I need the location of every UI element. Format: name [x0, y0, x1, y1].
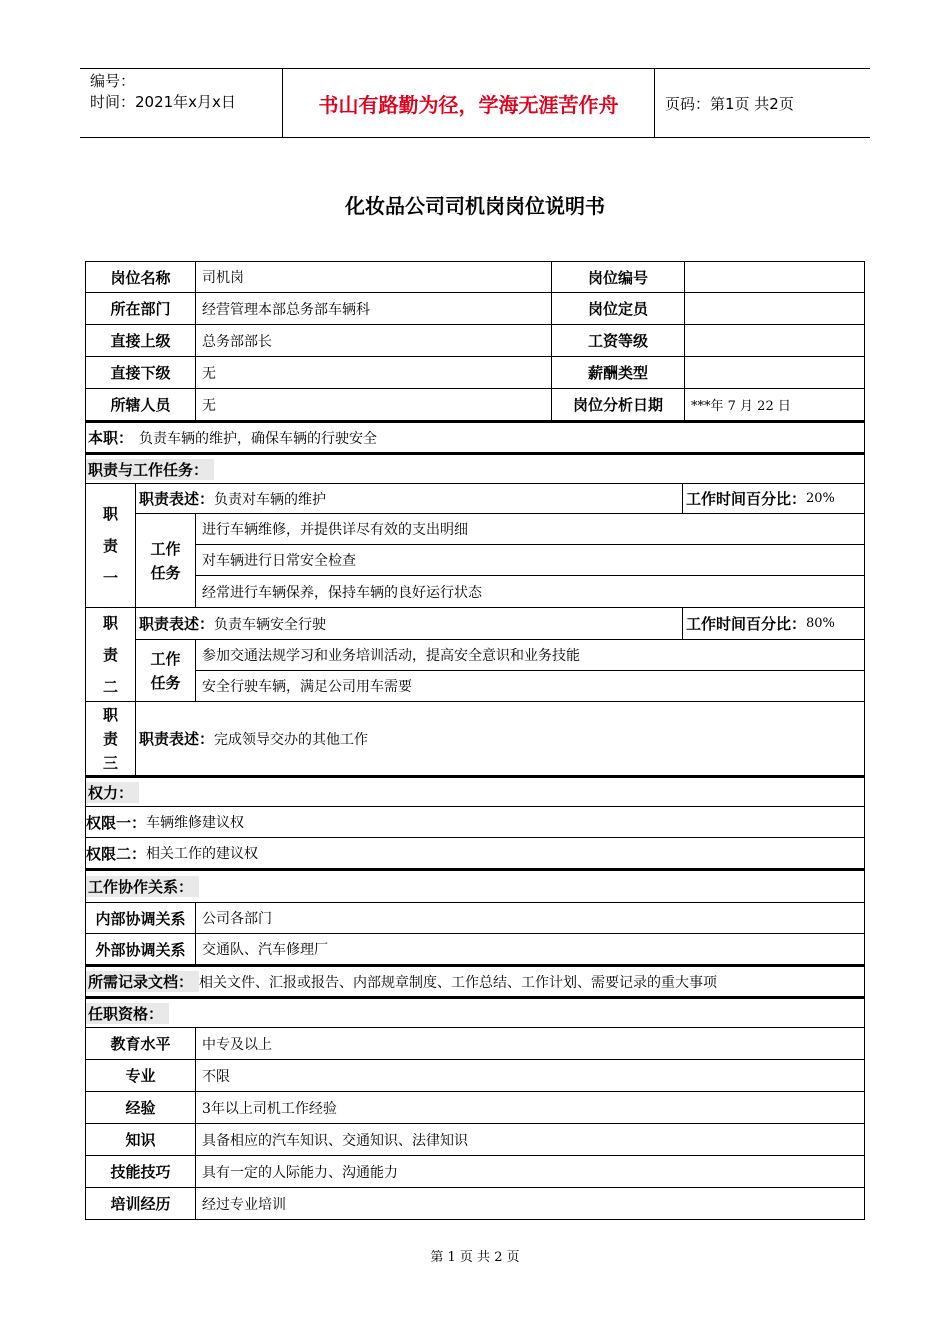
row-staff [85, 389, 865, 421]
authority-header: 权力： [86, 782, 139, 803]
duty-two-pct: 80% [806, 616, 835, 631]
row-authority-header [85, 776, 865, 807]
duty-two-pct-label: 工作时间百分比： [686, 615, 807, 633]
header-meta [80, 69, 283, 137]
authority-1-label: 权限一： [86, 813, 147, 832]
row-authority-1 [85, 807, 865, 838]
duty-one-pct: 20% [806, 491, 835, 506]
training-label: 培训经历 [86, 1188, 196, 1219]
major-value: 不限 [202, 1068, 230, 1085]
duty-one-pct-cell [683, 484, 864, 513]
records-label: 所需记录文档： [86, 971, 199, 992]
duty-one-desc: 负责对车辆的维护 [214, 491, 327, 508]
duty-two-block [85, 608, 865, 702]
job-no-value [685, 262, 864, 292]
number-label: 编号： [90, 72, 136, 90]
row-qualifications-header [85, 997, 865, 1028]
row-duties-header [85, 453, 865, 484]
duty-three-block [85, 702, 865, 776]
grade-value [685, 325, 864, 356]
analysis-date-value: ***年 7 月 22 日 [691, 399, 791, 414]
major-label: 专业 [86, 1060, 196, 1091]
external-relations-value: 交通队、汽车修理厂 [202, 942, 328, 958]
skills-value: 具有一定的人际能力、沟通能力 [202, 1164, 398, 1181]
duty-two-task-1-text: 参加交通法规学习和业务培训活动，提高安全意识和业务技能 [202, 648, 580, 664]
duties-header: 职责与工作任务： [86, 459, 214, 480]
knowledge-value: 具备相应的汽车知识、交通知识、法律知识 [202, 1132, 468, 1149]
internal-relations-label: 内部协调关系 [86, 903, 196, 933]
row-superior [85, 325, 865, 357]
knowledge-label: 知识 [86, 1124, 196, 1155]
duty-two-pct-cell [683, 608, 864, 639]
job-description-form [85, 261, 865, 1220]
motto: 书山有路勤为径，学海无涯苦作舟 [283, 69, 655, 137]
staff-label: 所辖人员 [86, 389, 196, 420]
pay-type-value [685, 357, 864, 388]
duty-one-pct-label: 工作时间百分比： [686, 490, 807, 508]
experience-label: 经验 [86, 1092, 196, 1123]
duty-three-desc-label: 职责表述： [139, 730, 215, 748]
authority-1-line [86, 807, 864, 837]
authority-1-text: 车辆维修建议权 [146, 815, 245, 831]
dept-label: 所在部门 [86, 293, 196, 324]
superior-value: 总务部部长 [196, 325, 552, 356]
duty-summary-text: 负责车辆的维护，确保车辆的行驶安全 [139, 430, 378, 447]
authority-2-text: 相关工作的建议权 [146, 846, 259, 862]
training-value: 经过专业培训 [202, 1196, 286, 1213]
duty-one-task-2-text: 对车辆进行日常安全检查 [202, 553, 356, 569]
row-experience [85, 1092, 865, 1124]
duty-one-block [85, 484, 865, 608]
row-major [85, 1060, 865, 1092]
analysis-date-label: 岗位分析日期 [552, 389, 685, 420]
qualifications-header: 任职资格： [86, 1003, 169, 1024]
duty-two-task-1 [196, 640, 864, 671]
dept-value: 经营管理本部总务部车辆科 [196, 293, 552, 324]
subordinate-label: 直接下级 [86, 357, 196, 388]
duty-one-desc-cell [136, 484, 683, 513]
duty-two-desc-row [136, 608, 864, 640]
duties-header-wrap [86, 455, 214, 483]
education-value: 中专及以上 [202, 1036, 272, 1053]
duty-one-task-2 [196, 545, 864, 576]
grade-label: 工资等级 [552, 325, 685, 356]
duty-two-desc: 负责车辆安全行驶 [214, 616, 327, 633]
row-job-name [85, 261, 865, 293]
duty-two-task-2-text: 安全行驶车辆，满足公司用车需要 [202, 679, 412, 695]
authority-2-line [86, 838, 864, 868]
document-title: 化妆品公司司机岗岗位说明书 [345, 194, 605, 218]
qualifications-header-wrap [86, 999, 169, 1027]
quota-value [685, 293, 864, 324]
skills-label: 技能技巧 [86, 1156, 196, 1187]
records-text: 相关文件、汇报或报告、内部规章制度、工作总结、工作计划、需要记录的重大事项 [199, 974, 718, 991]
quota-label: 岗位定员 [552, 293, 685, 324]
page-indicator: 页码：第1页 共2页 [665, 94, 794, 113]
staff-value: 无 [196, 389, 552, 420]
row-skills [85, 1156, 865, 1188]
job-name-label: 岗位名称 [86, 262, 196, 292]
relations-header-wrap [86, 871, 199, 902]
duty-two-desc-cell [136, 608, 683, 639]
page-footer: 第 1 页 共 2 页 [430, 1250, 520, 1265]
time-label: 时间：2021年x月x日 [90, 93, 236, 111]
duty-two-desc-label: 职责表述： [139, 615, 215, 633]
duty-three-desc-cell [136, 702, 864, 775]
row-authority-2 [85, 838, 865, 869]
duty-two-task-2 [196, 671, 864, 701]
job-no-label: 岗位编号 [552, 262, 685, 292]
pay-type-label: 薪酬类型 [552, 357, 685, 388]
row-training [85, 1188, 865, 1220]
row-duty-summary [85, 421, 865, 453]
duty-one-task-3-text: 经常进行车辆保养，保持车辆的良好运行状态 [202, 584, 482, 601]
row-relations-header [85, 869, 865, 903]
duty-one-task-1 [196, 514, 864, 545]
duty-three-title: 职 责 三 [86, 702, 136, 775]
row-knowledge [85, 1124, 865, 1156]
duty-two-title: 职 责 二 [86, 608, 136, 701]
records-line [86, 967, 864, 996]
row-external-relations [85, 934, 865, 965]
education-label: 教育水平 [86, 1028, 196, 1059]
internal-relations-value: 公司各部门 [202, 911, 272, 927]
duty-one-desc-label: 职责表述： [139, 490, 215, 508]
relations-header: 工作协作关系： [86, 876, 199, 897]
duty-summary-line [86, 423, 864, 452]
row-dept [85, 293, 865, 325]
authority-header-wrap [86, 778, 139, 806]
row-records [85, 965, 865, 997]
subordinate-value: 无 [196, 357, 552, 388]
row-education [85, 1028, 865, 1060]
duty-two-task-label: 工作 任务 [136, 640, 196, 702]
external-relations-label: 外部协调关系 [86, 934, 196, 964]
duty-one-task-label: 工作 任务 [136, 514, 196, 608]
row-subordinate [85, 357, 865, 389]
duty-three-desc: 完成领导交办的其他工作 [214, 731, 369, 748]
duty-one-task-3 [196, 576, 864, 607]
document-header [80, 68, 870, 138]
authority-2-label: 权限二： [86, 844, 147, 863]
job-name-value: 司机岗 [196, 262, 552, 292]
duty-one-task-1-text: 进行车辆维修，并提供详尽有效的支出明细 [202, 522, 468, 538]
duty-one-title: 职 责 一 [86, 484, 136, 607]
row-internal-relations [85, 903, 865, 934]
duty-one-desc-row [136, 484, 864, 514]
superior-label: 直接上级 [86, 325, 196, 356]
duty-summary-label: 本职： [88, 429, 134, 447]
experience-value: 3年以上司机工作经验 [202, 1100, 337, 1117]
